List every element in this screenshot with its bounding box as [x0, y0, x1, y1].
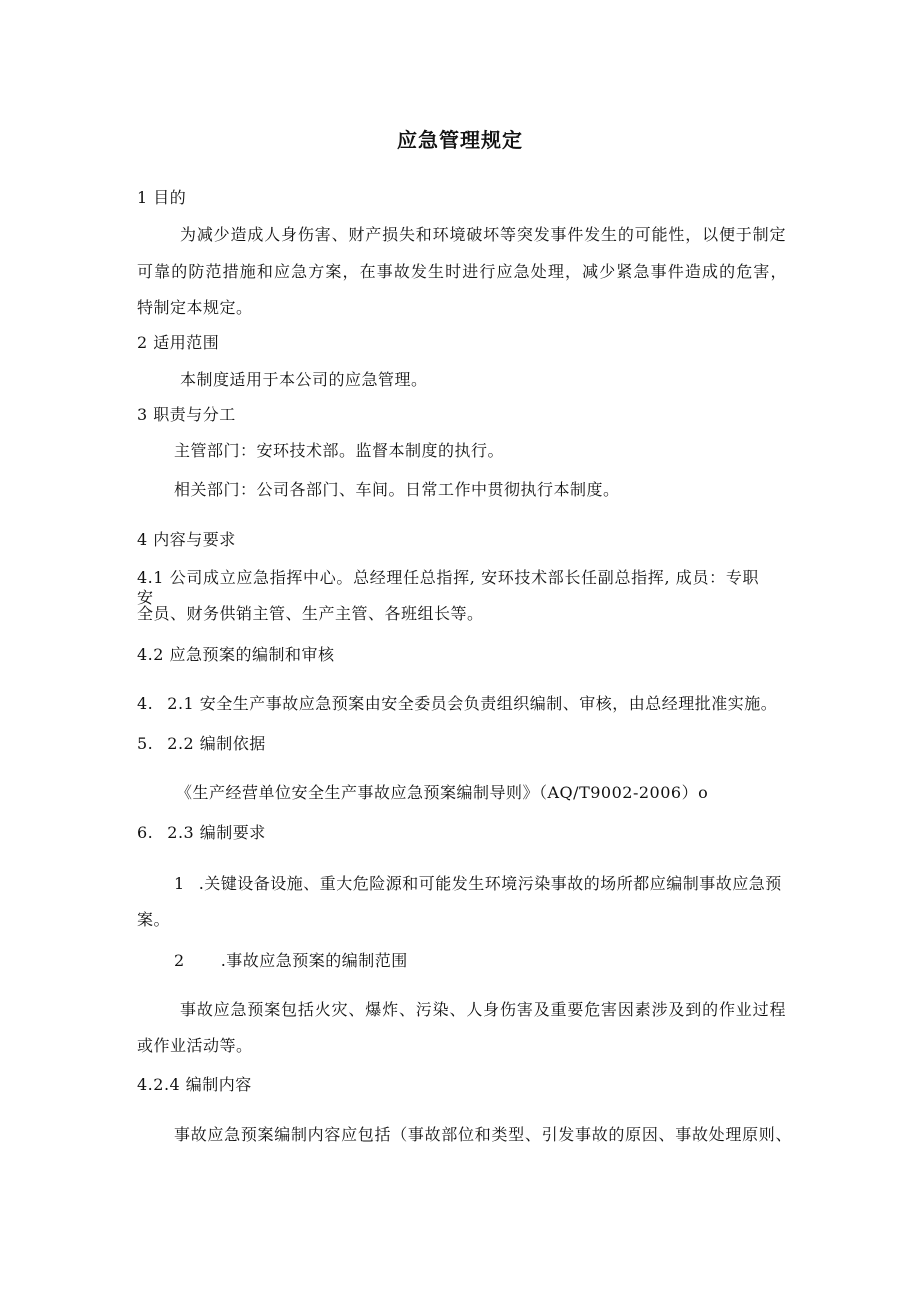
- requirement-1-number: 1: [174, 874, 185, 893]
- scope-line-1: 事故应急预案包括火灾、爆炸、污染、人身伤害及重要危害因素涉及到的作业过程: [180, 1000, 786, 1019]
- requirement-2-text: .事故应急预案的编制范围: [220, 951, 408, 970]
- requirement-2-number: 2: [174, 951, 185, 970]
- clause-4-2-4-heading: 4.2.4 编制内容: [137, 1075, 252, 1094]
- clause-4-2-3-line: [137, 823, 266, 843]
- related-departments-line: 相关部门：公司各部门、车间。日常工作中贯彻执行本制度。: [174, 480, 620, 499]
- section-1-paragraph-line-3: 特制定本规定。: [137, 298, 253, 317]
- section-2-paragraph: 本制度适用于本公司的应急管理。: [180, 370, 428, 389]
- section-2-heading: 2 适用范围: [137, 333, 220, 352]
- compilation-basis-line: 《生产经营单位安全生产事故应急预案编制导则》（AQ/T9002-2006）o: [176, 783, 709, 802]
- clause-4-2-2-line: [137, 734, 266, 754]
- document-title: 应急管理规定: [397, 128, 523, 152]
- requirement-1-line-2: 案。: [137, 910, 171, 929]
- section-1-paragraph-line-1: 为减少造成人身伤害、财产损失和环境破坏等突发事件发生的可能性，以便于制定: [180, 225, 786, 244]
- clause-4-2-1-line: [137, 694, 777, 714]
- requirement-1-line-1: [174, 874, 782, 894]
- clause-4-2-3-text: 2.3 编制要求: [167, 823, 266, 842]
- requirement-2-line: [174, 951, 408, 971]
- section-1-heading: 1 目的: [137, 188, 187, 207]
- clause-4-2-2-number: 5.: [137, 734, 154, 753]
- scope-line-2: 或作业活动等。: [137, 1036, 253, 1055]
- requirement-1-text: .关键设备设施、重大危险源和可能发生环境污染事故的场所都应编制事故应急预: [198, 874, 782, 893]
- clause-4-2-1-text: 2.1 安全生产事故应急预案由安全委员会负责组织编制、审核，由总经理批准实施。: [167, 694, 778, 713]
- content-line-1: 事故应急预案编制内容应包括（事故部位和类型、引发事故的原因、事故处理原则、: [174, 1125, 792, 1144]
- clause-4-2-1-number: 4.: [137, 694, 154, 713]
- section-1-paragraph-line-2: 可靠的防范措施和应急方案，在事故发生时进行应急处理，减少紧急事件造成的危害，: [137, 262, 787, 281]
- lead-department-line: 主管部门：安环技术部。监督本制度的执行。: [174, 441, 505, 460]
- clause-4-1-line-1: 4.1 公司成立应急指挥中心。总经理任总指挥, 安环技术部长任副总指挥, 成员：专职安: [137, 568, 759, 607]
- clause-4-1-line-2: 全员、财务供销主管、生产主管、各班组长等。: [137, 604, 484, 623]
- clause-4-2-3-number: 6.: [137, 823, 154, 842]
- section-3-heading: 3 职责与分工: [137, 405, 236, 424]
- clause-4-2-heading: 4.2 应急预案的编制和审核: [137, 645, 335, 664]
- clause-4-2-2-text: 2.2 编制依据: [167, 734, 266, 753]
- section-4-heading: 4 内容与要求: [137, 530, 236, 549]
